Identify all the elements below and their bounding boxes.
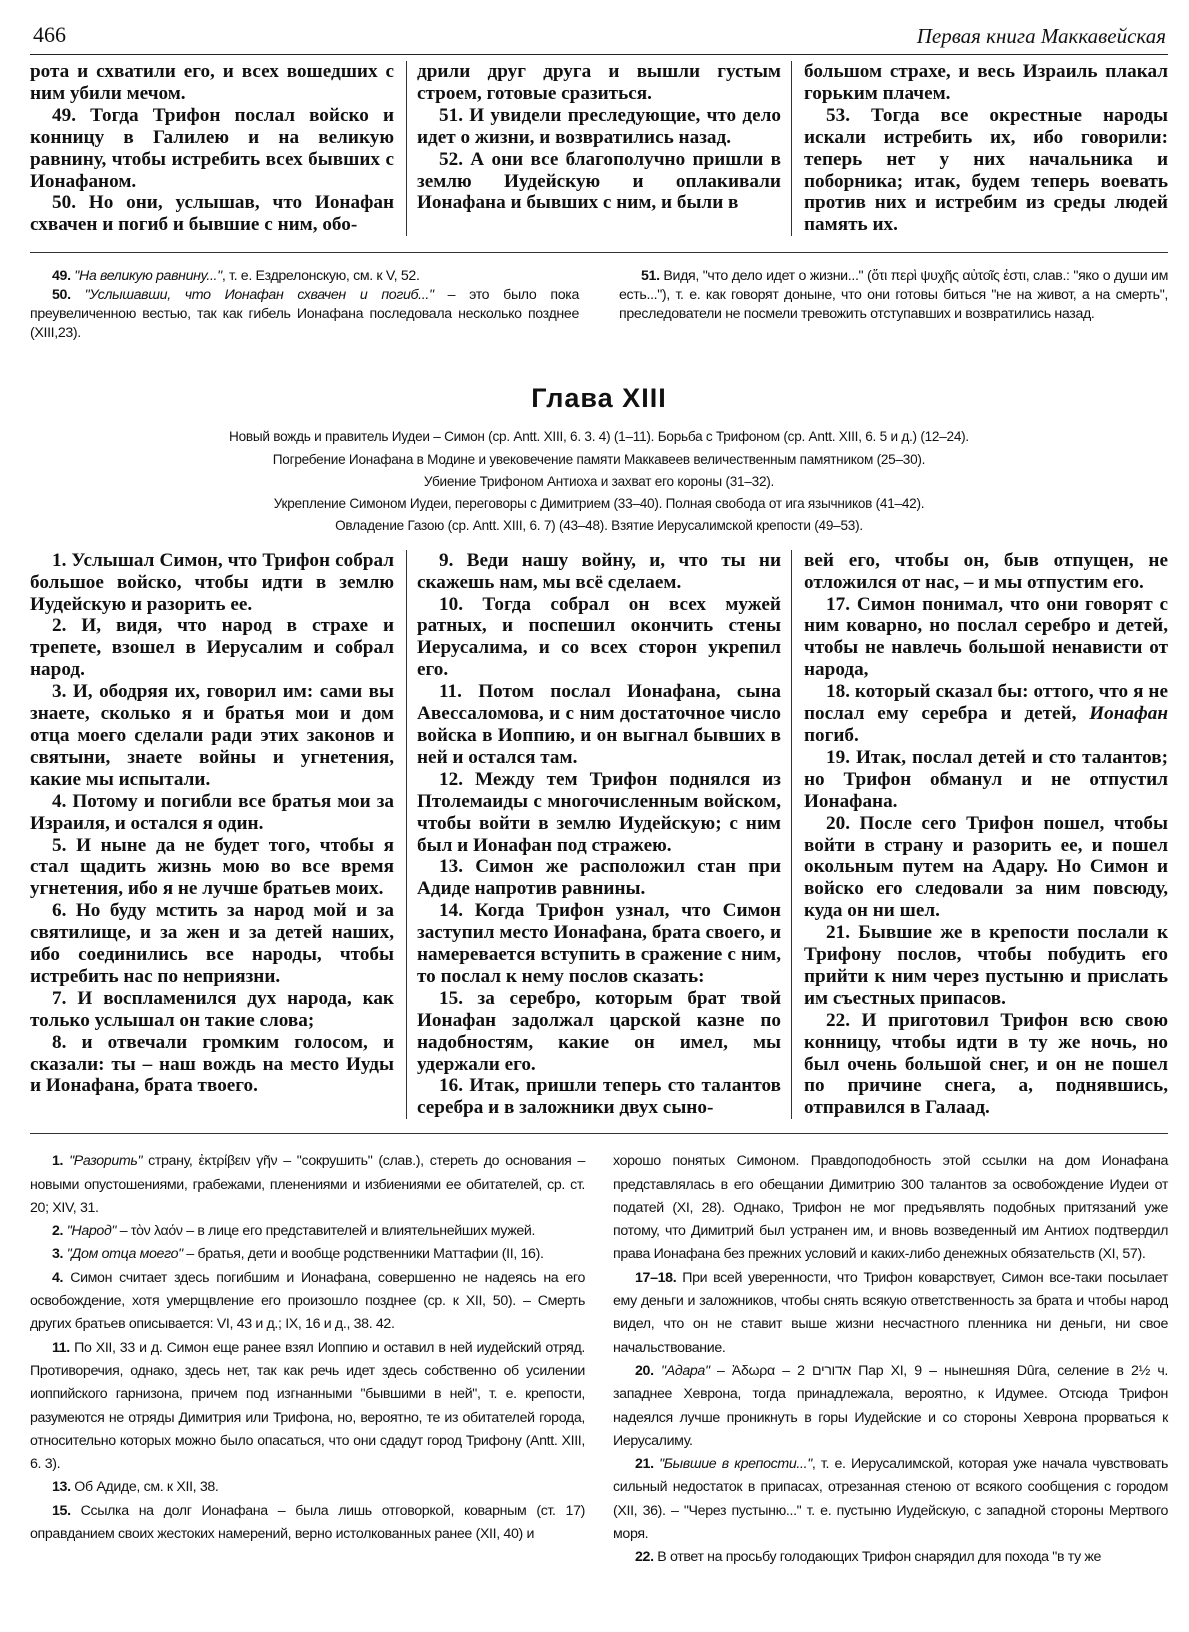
verse-paragraph: [30, 61, 394, 105]
footnote-quote: "На великую равнину...": [74, 268, 222, 285]
footnote-number: 1.: [52, 1153, 70, 1170]
verse-paragraph: [30, 681, 394, 791]
verse-text: вей его, чтобы он, быв отпущен, не отложился от нас, – и мы отпустим его.: [804, 549, 1168, 593]
footnotes-right: [613, 1150, 1168, 1569]
footnote: [30, 1220, 585, 1243]
verse-text: 53. Тогда все окрестные народы искали истребить их, ибо говорили: теперь нет у них начальника и поборника; итак, будем теперь воевать против них и истребим из среды людей память их.: [804, 104, 1168, 236]
verse-text: 14. Когда Трифон узнал, что Симон заступил место Ионафана, брата своего, и намеревается вступить в сражение с ним, то послал к нему послов сказать:: [417, 900, 781, 987]
footnote-quote: "Разорить": [69, 1153, 143, 1170]
footnotes-left: [30, 267, 579, 343]
verse-paragraph: [417, 594, 781, 682]
verse-paragraph: [417, 681, 781, 769]
chapter-title: Глава XIII: [531, 383, 667, 414]
footnote-text: , т. е. Иерусалимской, которая уже начала чувствовать сильный недостаток в припасах, отрезанная стеною от всякого сообщения с городом (XII, 36). – "Через пустыню..." т. е. пустыню Иудейскую, с западной стороны Мертвого моря.: [613, 1456, 1169, 1543]
verse-text: 13. Симон же расположил стан при Адиде напротив равнины.: [417, 856, 781, 900]
verse-text: 49. Тогда Трифон послал войско и конницу в Галилею и на великую равнину, чтобы истребить всех бывших с Ионафаном.: [30, 104, 394, 192]
verse-paragraph: [30, 550, 394, 616]
text-column-1: [30, 550, 406, 1120]
footnote: [30, 1150, 585, 1220]
chapter-summary: [30, 426, 1168, 537]
footnote-number: 20.: [635, 1362, 662, 1379]
footnote-quote: "Адара": [661, 1362, 710, 1379]
footnote-number: 13.: [52, 1479, 75, 1496]
verse-text: 10. Тогда собрал он всех мужей ратных, и поспешил окончить стены Иерусалима, и со всех сторон укрепил его.: [417, 593, 781, 681]
page-header: [30, 18, 1168, 55]
verse-paragraph: [30, 1032, 394, 1098]
book-page: [30, 18, 1168, 1570]
verse-paragraph: [804, 1010, 1168, 1120]
verse-text: 12. Между тем Трифон поднялся из Птолемаиды с многочисленным войском, чтобы войти в землю Иудейскую; с ним был и Ионафан под стражею.: [417, 768, 781, 856]
footnote-number: 49.: [52, 268, 75, 285]
verse-paragraph: [417, 769, 781, 857]
verse-text: 8. и отвечали громким голосом, и сказали: ты – наш вождь на место Иуды и Ионафана, брата твоего.: [30, 1031, 394, 1097]
summary-line: Новый вождь и правитель Иудеи – Симон (ср. Antt. XIII, 6. 3. 4) (1–11). Борьба с Трифоном (ср. Antt. XIII, 6. 5 и д.) (12–24).: [229, 429, 969, 445]
verse-paragraph: [30, 192, 394, 236]
verse-text: 6. Но буду мстить за народ мой и за святилище, и за жен и за детей наших, ибо соединились все народы, чтобы истребить нас по неприязни.: [30, 900, 394, 987]
footnotes-left: [30, 1150, 585, 1569]
summary-line: Убиение Трифоном Антиоха и захват его короны (31–32).: [423, 473, 775, 489]
verse-text: 22. И приготовил Трифон всю свою конницу, чтобы идти в ту же ночь, но был очень большой снег, и он не пошел по причине снега, а, поднявшись, отправился в Галаад.: [804, 1009, 1168, 1119]
footnote-text: , т. е. Ездрелонскую, см. к V, 52.: [221, 268, 420, 285]
verse-paragraph: [30, 988, 394, 1032]
verse-paragraph: [30, 900, 394, 988]
footnote-number: 4.: [52, 1269, 71, 1286]
footnote-quote: "Услышавши, что Ионафан схвачен и погиб...": [84, 287, 434, 304]
text-column-2: [406, 61, 791, 236]
footnote-text: Симон считает здесь погибшим и Ионафана, совершенно не надеясь на его освобождение, хотя умерщвление его произошло позднее (ср. к XII, 50). – Смерть других братьев описывается: VI, 43 и д.; IX, 16 и д., 38. 42.: [30, 1269, 585, 1333]
page-number: 466: [33, 22, 66, 47]
footnote: [30, 1337, 585, 1477]
footnote: [30, 1500, 585, 1547]
footnote-number: 21.: [635, 1456, 660, 1473]
verse-text: 17. Симон понимал, что они говорят с ним коварно, но послал серебро и детей, чтобы не навлечь большой ненависти от народа,: [804, 593, 1168, 681]
footnote: [30, 1243, 585, 1266]
verse-text: 18. который сказал бы: оттого, что я не послал ему серебра и детей,: [804, 681, 1168, 725]
verse-text: 3. И, ободряя их, говорил им: сами вы знаете, сколько я и братья мои и дом отца моего сделали ради этих законов и святыни, знаете войны и угнетения, какие мы испытали.: [30, 681, 394, 790]
footnote-quote: "Дом отца моего": [66, 1246, 183, 1263]
verse-text: 7. И воспламенился дух народа, как только услышал он такие слова;: [30, 987, 394, 1031]
verse-paragraph: [30, 835, 394, 901]
footnotes-chapter12: [30, 267, 1168, 343]
verse-text: 19. Итак, послал детей и сто талантов; но Трифон обманул и не отпустил Ионафана.: [804, 746, 1168, 812]
verse-text: 51. И увидели преследующие, что дело идет о жизни, и возвратились назад.: [417, 104, 781, 148]
footnote-number: 22.: [635, 1549, 658, 1566]
section-rule: [30, 252, 1168, 253]
verse-paragraph: [417, 900, 781, 988]
footnote-text: В ответ на просьбу голодающих Трифон снарядил для похода "в ту же: [657, 1549, 1102, 1566]
verse-paragraph: [417, 1075, 781, 1119]
footnote: [30, 286, 579, 343]
footnote: [613, 1150, 1168, 1266]
verse-text: дрили друг друга и вышли густым строем, готовые сразиться.: [417, 61, 781, 104]
footnote-text: – Ἀδωρα – אדורים 2 Пар XI, 9 – нынешняя Dûra, селение в 2½ ч. западнее Хеврона, тогда принадлежала, вероятно, к Идумее. Отсюда Трифон надеялся лучше проникнуть в горы Иудейские и со стороны Хеврона прорваться к Иерусалиму.: [613, 1362, 1168, 1449]
verse-text: 2. И, видя, что народ в страхе и трепете, взошел в Иерусалим и собрал народ.: [30, 615, 394, 681]
verse-paragraph: [417, 550, 781, 594]
footnote-number: 17–18.: [635, 1269, 683, 1286]
summary-line: Укрепление Симоном Иудеи, переговоры с Димитрием (33–40). Полная свобода от ига язычников (41–42).: [273, 496, 925, 512]
footnote-text: – это было пока преувеличенною вестью, так как гибель Ионафана последовала несколько позднее (XIII,23).: [30, 287, 579, 342]
verse-paragraph: [417, 856, 781, 900]
verse-text: 50. Но они, услышав, что Ионафан схвачен и погиб и бывшие с ним, обо-: [30, 192, 394, 236]
section-rule: [30, 1133, 1168, 1134]
footnote-text: – τὸν λαόν – в лице его представителей и влиятельнейших мужей.: [116, 1223, 536, 1240]
verse-text: 20. После сего Трифон пошел, чтобы войти в страну и разорить ее, и пошел окольным путем на Адару. Но Симон и войско его следовали за ним повсюду, куда он ни шел.: [804, 812, 1168, 922]
footnote: [30, 1476, 585, 1499]
verse-text: большом страхе, и весь Израиль плакал горьким плачем.: [804, 61, 1168, 104]
verse-paragraph: [804, 105, 1168, 236]
verse-text: 52. А они все благополучно пришли в землю Иудейскую и оплакивали Ионафана и бывших с ним, и были в: [417, 148, 781, 214]
verse-paragraph: [804, 747, 1168, 813]
verse-paragraph: [804, 594, 1168, 682]
footnote: [30, 1267, 585, 1337]
footnotes-right: [619, 267, 1168, 343]
verse-text: 4. Потому и погибли все братья мои за Израиля, и остался я один.: [30, 790, 394, 834]
summary-line: Погребение Ионафана в Модине и увековечение памяти Маккавеев величественным памятником (25–30).: [272, 451, 926, 467]
verse-text: рота и схватили его, и всех вошедших с ним убили мечом.: [30, 61, 394, 104]
verse-text: 5. И ныне да не будет того, чтобы я стал щадить жизнь мою во все время угнетения, ибо я не лучше братьев моих.: [30, 834, 394, 900]
footnote: [613, 1453, 1168, 1546]
footnote-number: 50.: [52, 287, 85, 304]
footnote-text: По XII, 33 и д. Симон еще ранее взял Иоппию и оставил в ней иудейский отряд. Противоречия, однако, здесь нет, так как речь идет здесь собственно об усилении иоппийского гарнизона, причем под изгнанными "бывшими в ней", т. е. крепости, разумеются не отряды Димитрия или Трифона, но, вероятно, те из обитателей города, относительно которых можно было опасаться, что они сдадут город Трифону (Antt. XIII, 6. 3).: [30, 1339, 585, 1473]
verse-text: 11. Потом послал Ионафана, сына Авессаломова, и с ним достаточное число войска в Иоппию, и он выгнал бывших в ней и остался там.: [417, 681, 781, 768]
verse-paragraph: [804, 61, 1168, 105]
footnote-text: При всей уверенности, что Трифон коварствует, Симон все-таки посылает ему деньги и заложников, чтобы снять всякую ответственность за брата и чтобы народ видел, что он не ставит выше жизни несчастного пленника ни деньги, ни свое начальствование.: [613, 1269, 1168, 1356]
footnote: [613, 1267, 1168, 1360]
footnote-number: 11.: [52, 1339, 75, 1356]
verse-text: 9. Веди нашу войну, и, что ты ни скажешь нам, мы всё сделаем.: [417, 549, 781, 593]
footnote: [30, 267, 579, 286]
footnote-text: – братья, дети и вообще родственники Маттафии (II, 16).: [182, 1246, 544, 1263]
footnote-quote: "Народ": [66, 1223, 117, 1240]
running-title: Первая книга Маккавейская: [916, 24, 1166, 48]
verse-text: 15. за серебро, которым брат твой Ионафан задолжал царской казне по надобностям, какие он имел, мы удержали его.: [417, 987, 781, 1075]
verse-paragraph: [417, 988, 781, 1076]
verse-text: погиб.: [804, 724, 859, 746]
footnote-number: 51.: [641, 268, 664, 285]
footnote-number: 15.: [52, 1502, 81, 1519]
verse-paragraph: [30, 615, 394, 681]
verse-paragraph: [804, 550, 1168, 594]
footnote-text: Об Адиде, см. к XII, 38.: [74, 1479, 219, 1496]
footnote-text: страну, ἐκτρίβειν γῆν – "сокрушить" (слав.), стереть до основания – новыми опустошениями, грабежами, пленениями и избиениями ее обитателей, ср. ст. 20; XIV, 31.: [30, 1153, 585, 1216]
footnote-quote: "Бывшие в крепости...": [659, 1456, 812, 1473]
footnote: [613, 1546, 1168, 1569]
chapter13-text: [30, 550, 1168, 1120]
footnote-text: хорошо понятых Симоном. Правдоподобность этой ссылки на дом Ионафана представлялась в его обещании Димитрию 300 талантов за освобождение Иудеи от податей (XI, 28). Однако, Трифон не мог предъявлять подобных притязаний уже потому, что Димитрий был устранен им, и вновь возведенный им Антиох подтвердил права Ионафана без прежних условий и каких-либо денежных обязательств (XI, 57).: [613, 1153, 1168, 1263]
text-column-1: [30, 61, 406, 236]
verse-paragraph: [417, 61, 781, 105]
footnote: [613, 1360, 1168, 1453]
verse-text: 16. Итак, пришли теперь сто талантов серебра и в заложники двух сыно-: [417, 1075, 781, 1119]
footnote: [619, 267, 1168, 324]
verse-paragraph: [30, 105, 394, 193]
footnote-number: 3.: [52, 1246, 67, 1263]
footnote-number: 2.: [52, 1223, 67, 1240]
verse-paragraph: [417, 105, 781, 149]
footnote-text: Ссылка на долг Ионафана – была лишь отговоркой, коварным (ст. 17) оправданием своих жестоких намерений, верно истолкованных ранее (XII, 40) и: [30, 1502, 585, 1543]
footnotes-chapter13: [30, 1150, 1168, 1569]
footnote-text: Видя, "что дело идет о жизни..." (ὅτι περὶ ψυχῆς αὐτοῖς ἐστι, слав.: "яко о души им есть..."), т. е. как говорят доныне, что они готовы биться "не на живот, а на смерть", преследователи не посмели тревожить отступавших и возвратились назад.: [619, 268, 1168, 323]
verse-paragraph: [30, 791, 394, 835]
verse-text: 1. Услышал Симон, что Трифон собрал большое войско, чтобы идти в землю Иудейскую и разорить ее.: [30, 549, 394, 615]
text-column-3: [791, 61, 1168, 236]
verse-paragraph: [804, 922, 1168, 1010]
chapter12-end-text: [30, 61, 1168, 236]
verse-emphasis: Ионафан: [1089, 703, 1168, 725]
verse-paragraph: [804, 813, 1168, 923]
text-column-2: [406, 550, 791, 1120]
verse-paragraph: [417, 149, 781, 215]
text-column-3: [791, 550, 1168, 1120]
verse-text: 21. Бывшие же в крепости послали к Трифону послов, чтобы побудить его прийти к ним через пустыню и прислать им съестных припасов.: [804, 922, 1168, 1009]
summary-line: Овладение Газою (ср. Antt. XIII, 6. 7) (43–48). Взятие Иерусалимской крепости (49–53).: [335, 518, 863, 534]
verse-paragraph: [804, 681, 1168, 747]
